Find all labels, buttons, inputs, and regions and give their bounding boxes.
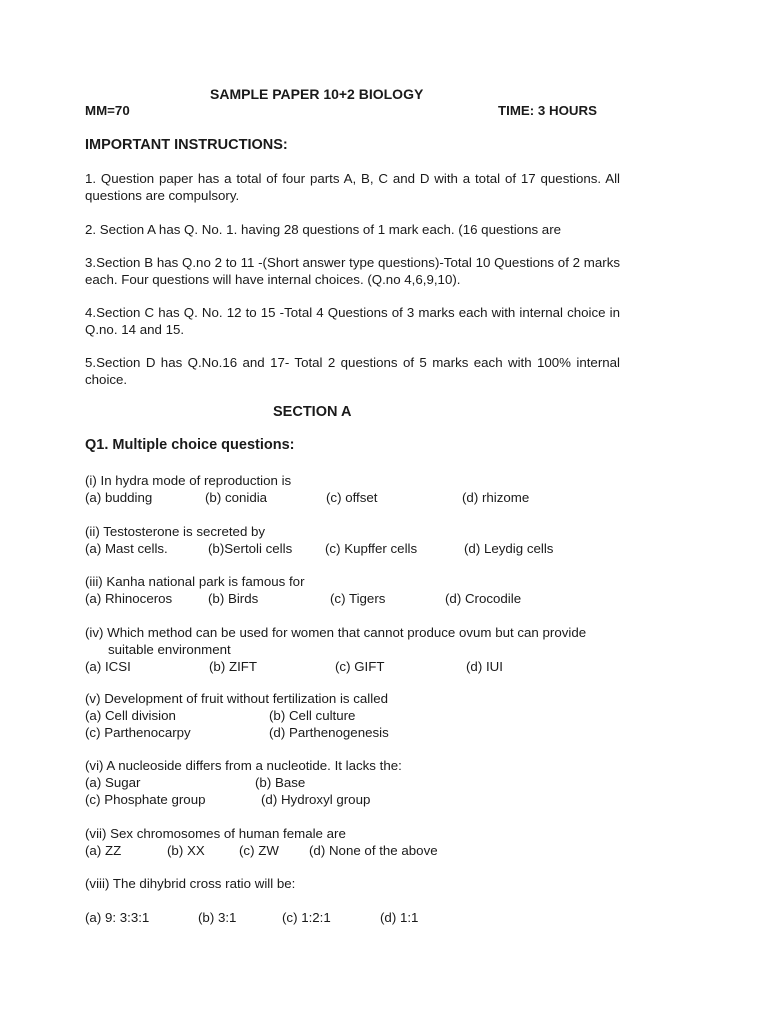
- options-row: [85, 842, 625, 859]
- option-b: (b) Cell culture: [269, 708, 356, 723]
- instruction-3: 3.Section B has Q.no 2 to 11 -(Short answer type questions)-Total 10 Questions of 2 marks each. Four questions will have internal choices. (Q.no 4,6,9,10).: [85, 255, 620, 287]
- option-a: (a) budding: [85, 490, 153, 505]
- options-row: [85, 791, 625, 808]
- option-d: (d) Hydroxyl group: [261, 792, 371, 807]
- options-row: [85, 707, 625, 724]
- option-c: (c) 1:2:1: [282, 910, 331, 925]
- option-c: (c) Kupffer cells: [325, 541, 418, 556]
- time-allowed: TIME: 3 HOURS: [498, 103, 597, 118]
- option-c: (c) GIFT: [335, 659, 385, 674]
- option-b: (b) Base: [255, 775, 306, 790]
- question-stem: (iv) Which method can be used for women that cannot produce ovum but can provide: [85, 625, 587, 640]
- options-row: [85, 774, 625, 791]
- option-d: (d) IUI: [466, 659, 503, 674]
- question-i: [85, 472, 625, 506]
- option-d: (d) None of the above: [309, 843, 438, 858]
- options-row: [85, 909, 625, 926]
- option-a: (a) Mast cells.: [85, 541, 168, 556]
- option-c: (c) Tigers: [330, 591, 386, 606]
- section-title: SECTION A: [273, 404, 352, 420]
- instruction-5: 5.Section D has Q.No.16 and 17- Total 2 questions of 5 marks each with 100% internal choice.: [85, 355, 620, 387]
- instruction-2: 2. Section A has Q. No. 1. having 28 questions of 1 mark each. (16 questions are: [85, 222, 562, 237]
- option-c: (c) offset: [326, 490, 378, 505]
- option-a: (a) ZZ: [85, 843, 122, 858]
- question-vii: [85, 825, 625, 859]
- question-stem: (vi) A nucleoside differs from a nucleotide. It lacks the:: [85, 758, 402, 773]
- question-stem: (viii) The dihybrid cross ratio will be:: [85, 876, 296, 891]
- q1-heading: Q1. Multiple choice questions:: [85, 437, 295, 453]
- option-a: (a) Cell division: [85, 708, 176, 723]
- option-d: (d) Parthenogenesis: [269, 725, 389, 740]
- options-row: [85, 724, 625, 741]
- option-c: (c) Parthenocarpy: [85, 725, 191, 740]
- question-stem: (i) In hydra mode of reproduction is: [85, 473, 292, 488]
- option-a: (a) ICSI: [85, 659, 131, 674]
- question-stem: (ii) Testosterone is secreted by: [85, 524, 266, 539]
- options-row: [85, 540, 625, 557]
- option-b: (b) ZIFT: [209, 659, 258, 674]
- option-d: (d) rhizome: [462, 490, 530, 505]
- option-b: (b) 3:1: [198, 910, 237, 925]
- question-vi: [85, 757, 625, 808]
- option-b: (b) XX: [167, 843, 205, 858]
- instruction-4: 4.Section C has Q. No. 12 to 15 -Total 4 Questions of 3 marks each with internal choice in Q.no. 14 and 15.: [85, 305, 620, 337]
- option-d: (d) Crocodile: [445, 591, 522, 606]
- option-a: (a) Rhinoceros: [85, 591, 173, 606]
- option-c: (c) Phosphate group: [85, 792, 206, 807]
- question-stem-continued: suitable environment: [108, 642, 231, 657]
- paper-title: SAMPLE PAPER 10+2 BIOLOGY: [210, 86, 424, 102]
- option-b: (b)Sertoli cells: [208, 541, 293, 556]
- option-c: (c) ZW: [239, 843, 279, 858]
- options-row: [85, 658, 625, 675]
- option-b: (b) Birds: [208, 591, 259, 606]
- question-viii: [85, 875, 625, 926]
- max-marks: MM=70: [85, 103, 130, 118]
- question-stem: (vii) Sex chromosomes of human female are: [85, 826, 346, 841]
- question-stem: (v) Development of fruit without fertilization is called: [85, 691, 388, 706]
- question-iv: [85, 624, 625, 675]
- instruction-1: 1. Question paper has a total of four parts A, B, C and D with a total of 17 questions. All questions are compulsory.: [85, 171, 620, 203]
- question-iii: [85, 573, 625, 607]
- question-stem: (iii) Kanha national park is famous for: [85, 574, 305, 589]
- option-a: (a) 9: 3:3:1: [85, 910, 150, 925]
- question-ii: [85, 523, 625, 557]
- question-v: [85, 690, 625, 741]
- options-row: [85, 489, 625, 506]
- options-row: [85, 590, 625, 607]
- option-a: (a) Sugar: [85, 775, 141, 790]
- option-d: (d) Leydig cells: [464, 541, 554, 556]
- instructions-heading: IMPORTANT INSTRUCTIONS:: [85, 137, 288, 153]
- option-d: (d) 1:1: [380, 910, 419, 925]
- option-b: (b) conidia: [205, 490, 268, 505]
